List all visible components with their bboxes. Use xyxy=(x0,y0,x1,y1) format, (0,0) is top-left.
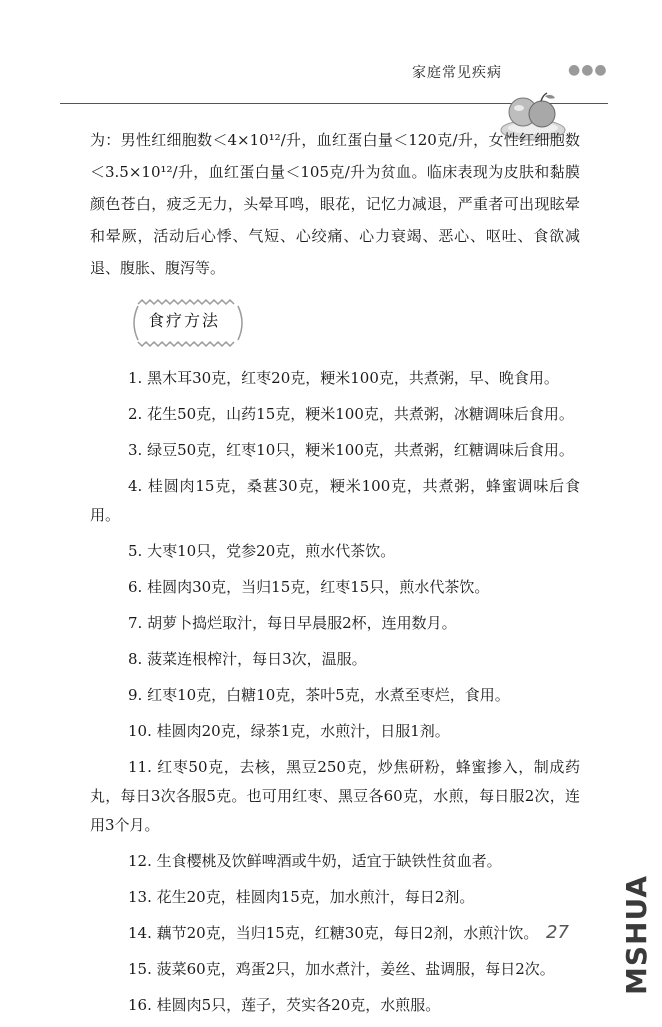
running-header-title: 家庭常见疾病 xyxy=(412,65,502,81)
list-item: 1. 黑木耳30克，红枣20克，粳米100克，共煮粥，早、晚食用。 xyxy=(128,369,559,387)
list-item: 2. 花生50克，山药15克，粳米100克，共煮粥，冰糖调味后食用。 xyxy=(128,405,574,423)
page-number: 27 xyxy=(546,922,569,943)
list-item: 5. 大枣10只，党参20克，煎水代茶饮。 xyxy=(128,542,396,560)
intro-paragraph: 为：男性红细胞数＜4×10¹²/升，血红蛋白量＜120克/升，女性红细胞数＜3.5×10¹²/升，血红蛋白量＜105克/升为贫血。临床表现为皮肤和黏膜颜色苍白，疲乏无力，头晕耳鸣，眼花，记忆力减退，严重者可出现眩晕和晕厥，活动后心悸、气短、心绞痛、心力衰竭、恶心、呕吐、食欲减退、腹胀、腹泻等。 xyxy=(90,131,580,277)
section-title: 食疗方法 xyxy=(148,311,221,330)
remedy-list xyxy=(90,364,580,1020)
list-item: 8. 菠菜连根榨汁，每日3次，温服。 xyxy=(128,650,367,668)
running-header xyxy=(0,40,662,100)
list-item: 16. 桂圆肉5只，莲子，芡实各20克，水煎服。 xyxy=(128,996,441,1014)
list-item: 9. 红枣10克，白糖10克，茶叶5克，水煮至枣烂，食用。 xyxy=(128,686,510,704)
list-item: 15. 菠菜60克，鸡蛋2只，加水煮汁，姜丝、盐调服，每日2次。 xyxy=(128,960,555,978)
list-item: 6. 桂圆肉30克，当归15克，红枣15只，煎水代茶饮。 xyxy=(128,578,490,596)
watermark: MSHUA xyxy=(620,874,653,995)
list-item: 10. 桂圆肉20克，绿茶1克，水煎汁，日服1剂。 xyxy=(128,722,450,740)
list-item: 14. 藕节20克，当归15克，红糖30克，每日2剂，水煎汁饮。 xyxy=(128,924,539,942)
main-content xyxy=(90,124,580,1027)
list-item: 3. 绿豆50克，红枣10只，粳米100克，共煮粥，红糖调味后食用。 xyxy=(128,441,574,459)
list-item: 12. 生食樱桃及饮鲜啤酒或牛奶，适宜于缺铁性贫血者。 xyxy=(128,852,502,870)
list-item: 7. 胡萝卜捣烂取汁，每日早晨服2杯，连用数月。 xyxy=(128,614,457,632)
list-item: 13. 花生20克，桂圆肉15克，加水煎汁，每日2剂。 xyxy=(128,888,475,906)
header-dots: ●●● xyxy=(568,62,608,78)
section-heading xyxy=(128,292,250,352)
list-item: 11. 红枣50克，去核，黑豆250克，炒焦研粉，蜂蜜掺入，制成药丸，每日3次各服5克。也可用红枣、黑豆各60克，水煎，每日服2次，连用3个月。 xyxy=(90,758,580,834)
list-item: 4. 桂圆肉15克，桑葚30克，粳米100克，共煮粥，蜂蜜调味后食用。 xyxy=(90,477,580,524)
